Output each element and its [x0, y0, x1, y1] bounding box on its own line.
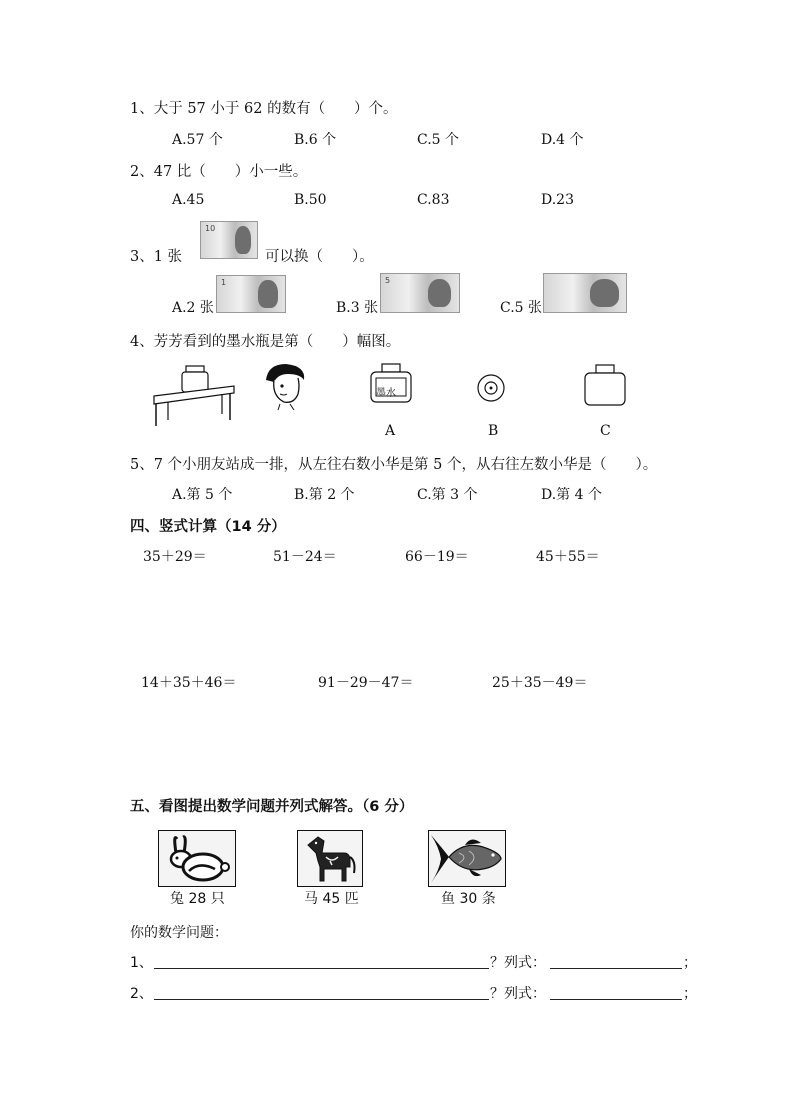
q5-option-a: A.第 5 个: [172, 487, 233, 503]
q4-choice-a: A: [385, 423, 396, 439]
horse-icon: [298, 831, 362, 886]
q1-option-b: B.6 个: [294, 132, 337, 148]
problem-2-formula-label: ？列式：: [490, 986, 546, 1002]
question-2: 2、47 比（ ）小一些。: [130, 164, 308, 180]
girl-head-icon: [260, 360, 310, 412]
one-yuan-banknote-icon: 1: [216, 275, 286, 313]
q5-option-c: C.第 3 个: [417, 487, 478, 503]
five-yuan-banknote-icon: 5: [380, 273, 460, 313]
calc-2: 51－24＝: [273, 549, 337, 565]
q1-option-d: D.4 个: [541, 132, 584, 148]
problem-prompt: 你的数学问题：: [130, 925, 228, 941]
q1-option-c: C.5 个: [417, 132, 460, 148]
rabbit-icon: [159, 831, 235, 886]
ink-bottle-back-view-icon: [583, 363, 627, 407]
q3-option-b: B.3 张: [336, 300, 379, 316]
q2-option-c: C.83: [417, 192, 450, 208]
question-5: 5、7 个小朋友站成一排，从左往右数小华是第 5 个，从右往左数小华是（ ）。: [130, 457, 658, 473]
problem-2-formula-blank[interactable]: [550, 999, 682, 1000]
ten-yuan-banknote-icon: 10: [200, 221, 258, 259]
q3-option-a: A.2 张: [172, 300, 214, 316]
q4-choice-b: B: [488, 423, 499, 439]
fish-label: 鱼 30 条: [441, 891, 496, 907]
q2-option-b: B.50: [294, 192, 327, 208]
rabbit-label: 兔 28 只: [170, 891, 225, 907]
fish-picture: [428, 830, 506, 887]
horse-label: 马 45 匹: [304, 891, 359, 907]
calc-1: 35＋29＝: [143, 549, 207, 565]
problem-2-end: ；: [683, 986, 697, 1002]
q4-choice-c: C: [600, 423, 611, 439]
q5-option-d: D.第 4 个: [541, 487, 602, 503]
calc-4: 45＋55＝: [536, 549, 600, 565]
question-1: 1、大于 57 小于 62 的数有（ ）个。: [130, 101, 398, 117]
q2-option-a: A.45: [172, 192, 205, 208]
section-5-heading: 五、看图提出数学问题并列式解答。（6 分）: [130, 799, 414, 815]
calc-5: 14＋35＋46＝: [141, 675, 237, 691]
problem-1-question-blank[interactable]: [154, 968, 489, 969]
ink-bottle-top-view-icon: [476, 373, 506, 403]
problem-2-number: 2、: [130, 986, 153, 1002]
problem-1-formula-label: ？列式：: [490, 955, 546, 971]
rabbit-picture: [158, 830, 236, 887]
calc-7: 25＋35－49＝: [492, 675, 588, 691]
fish-icon: [429, 831, 505, 886]
q5-option-b: B.第 2 个: [294, 487, 355, 503]
question-3-prefix: 3、1 张: [130, 249, 183, 265]
q3-option-c: C.5 张: [500, 300, 543, 316]
problem-1-number: 1、: [130, 955, 153, 971]
ink-bottle-label: 墨水: [376, 388, 396, 399]
problem-1-end: ；: [683, 955, 697, 971]
horse-picture: [297, 830, 363, 887]
section-4-heading: 四、竖式计算（14 分）: [130, 519, 286, 535]
calc-6: 91－29－47＝: [318, 675, 414, 691]
q1-option-a: A.57 个: [172, 132, 223, 148]
question-4: 4、芳芳看到的墨水瓶是第（ ）幅图。: [130, 334, 401, 350]
problem-2-question-blank[interactable]: [154, 999, 489, 1000]
q2-option-d: D.23: [541, 192, 574, 208]
question-3-suffix: 可以换（ ）。: [265, 249, 374, 265]
problem-1-formula-blank[interactable]: [550, 968, 682, 969]
two-yuan-banknote-icon: [543, 273, 627, 313]
table-with-ink-bottle-icon: [140, 362, 240, 428]
calc-3: 66－19＝: [405, 549, 469, 565]
